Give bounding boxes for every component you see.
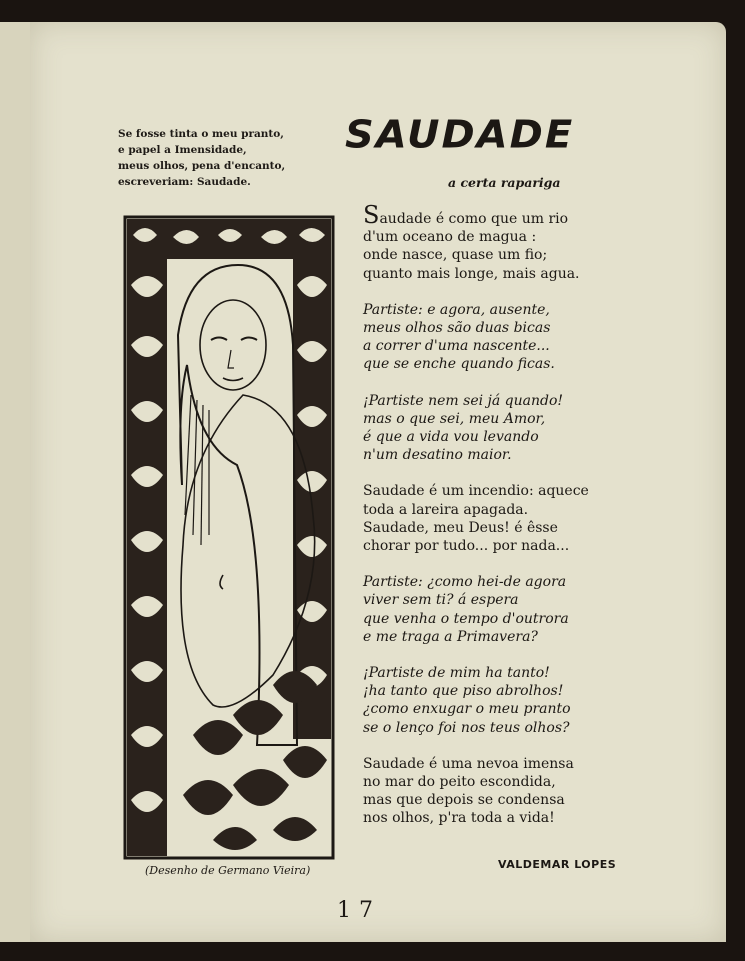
poem-line (363, 700, 623, 718)
woodcut-illustration (123, 215, 335, 860)
stanza (363, 482, 623, 555)
page-number: 17 (337, 898, 381, 923)
poem-line-text: Saudade, meu Deus! é êsse (363, 519, 558, 536)
epigraph (118, 126, 338, 190)
poem-line (363, 591, 623, 609)
previous-page-edge (0, 22, 31, 942)
poem-line (363, 719, 623, 737)
poem-line (363, 428, 623, 446)
stanza (363, 573, 623, 646)
poem-line-text: quanto mais longe, mais agua. (363, 265, 580, 282)
epigraph-line: meus olhos, pena d'encanto, (118, 160, 286, 172)
poem-line (363, 482, 623, 500)
poem-line (363, 446, 623, 464)
drop-cap: S (363, 201, 380, 229)
poem-line (363, 791, 623, 809)
poem-line (363, 355, 623, 373)
poem-line-text: meus olhos são duas bicas (363, 320, 551, 337)
poem-line (363, 301, 623, 319)
poem-line (363, 246, 623, 264)
poem-line-text: viver sem ti? á espera (363, 592, 519, 609)
stanza (363, 664, 623, 737)
poem-line-text: ¡Partiste nem sei já quando! (363, 392, 564, 409)
poem-line-text: Partiste: e agora, ausente, (363, 301, 550, 318)
poem-line-text: ¿como enxugar o meu pranto (363, 701, 571, 718)
epigraph-line: e papel a Imensidade, (118, 144, 247, 156)
poem-line-text: se o lenço foi nos teus olhos? (363, 719, 570, 736)
poem-line (363, 610, 623, 628)
poem-line (363, 410, 623, 428)
stanza (363, 201, 623, 283)
poem-line-text: nos olhos, p'ra toda a vida! (363, 810, 555, 827)
author-name: VALDEMAR LOPES (498, 858, 617, 871)
poem-line-text: mas o que sei, meu Amor, (363, 410, 546, 427)
poem-line (363, 573, 623, 591)
poem-line-text: no mar do peito escondida, (363, 774, 556, 791)
poem-line-text: mas que depois se condensa (363, 792, 565, 809)
poem-line (363, 392, 623, 410)
poem-line (363, 773, 623, 791)
poem-line (363, 501, 623, 519)
poem-line-text: audade é como que um rio (379, 211, 569, 227)
poem-line-text: a correr d'uma nascente... (363, 338, 550, 355)
poem-line (363, 319, 623, 337)
poem-line (363, 682, 623, 700)
poem-line (363, 337, 623, 355)
poem-body (363, 201, 623, 846)
poem-line-text: e me traga a Primavera? (363, 628, 538, 645)
poem-line-text: toda a lareira apagada. (363, 501, 529, 518)
poem-line-text: Saudade é uma nevoa imensa (363, 755, 574, 772)
poem-line (363, 201, 623, 229)
poem-line-text: ¡Partiste de mim ha tanto! (363, 665, 550, 682)
dedication: a certa rapariga (448, 175, 561, 190)
poem-line (363, 228, 623, 246)
stanza (363, 392, 623, 465)
poem-line (363, 537, 623, 555)
poem-line (363, 664, 623, 682)
poem-line-text: chorar por tudo... por nada... (363, 538, 570, 555)
poem-line-text: n'um desatino maior. (363, 447, 512, 464)
poem-line-text: que se enche quando ficas. (363, 356, 555, 373)
stanza (363, 755, 623, 828)
stanza (363, 301, 623, 374)
poem-line-text: que venha o tempo d'outrora (363, 610, 569, 627)
poem-line-text: ¡ha tanto que piso abrolhos! (363, 683, 564, 700)
poem-title: SAUDADE (345, 113, 575, 157)
poem-line (363, 755, 623, 773)
epigraph-line: escreveriam: Saudade. (118, 176, 251, 188)
poem-line-text: Partiste: ¿como hei-de agora (363, 574, 567, 591)
illustration-caption: (Desenho de Germano Vieira) (145, 864, 311, 877)
poem-line (363, 265, 623, 283)
poem-line-text: é que a vida vou levando (363, 429, 539, 446)
poem-line-text: d'um oceano de magua : (363, 229, 537, 246)
poem-line (363, 519, 623, 537)
poem-line-text: Saudade é um incendio: aquece (363, 483, 589, 500)
epigraph-line: Se fosse tinta o meu pranto, (118, 128, 284, 140)
poem-line (363, 809, 623, 827)
poem-line-text: onde nasce, quase um fio; (363, 247, 548, 264)
poem-line (363, 628, 623, 646)
